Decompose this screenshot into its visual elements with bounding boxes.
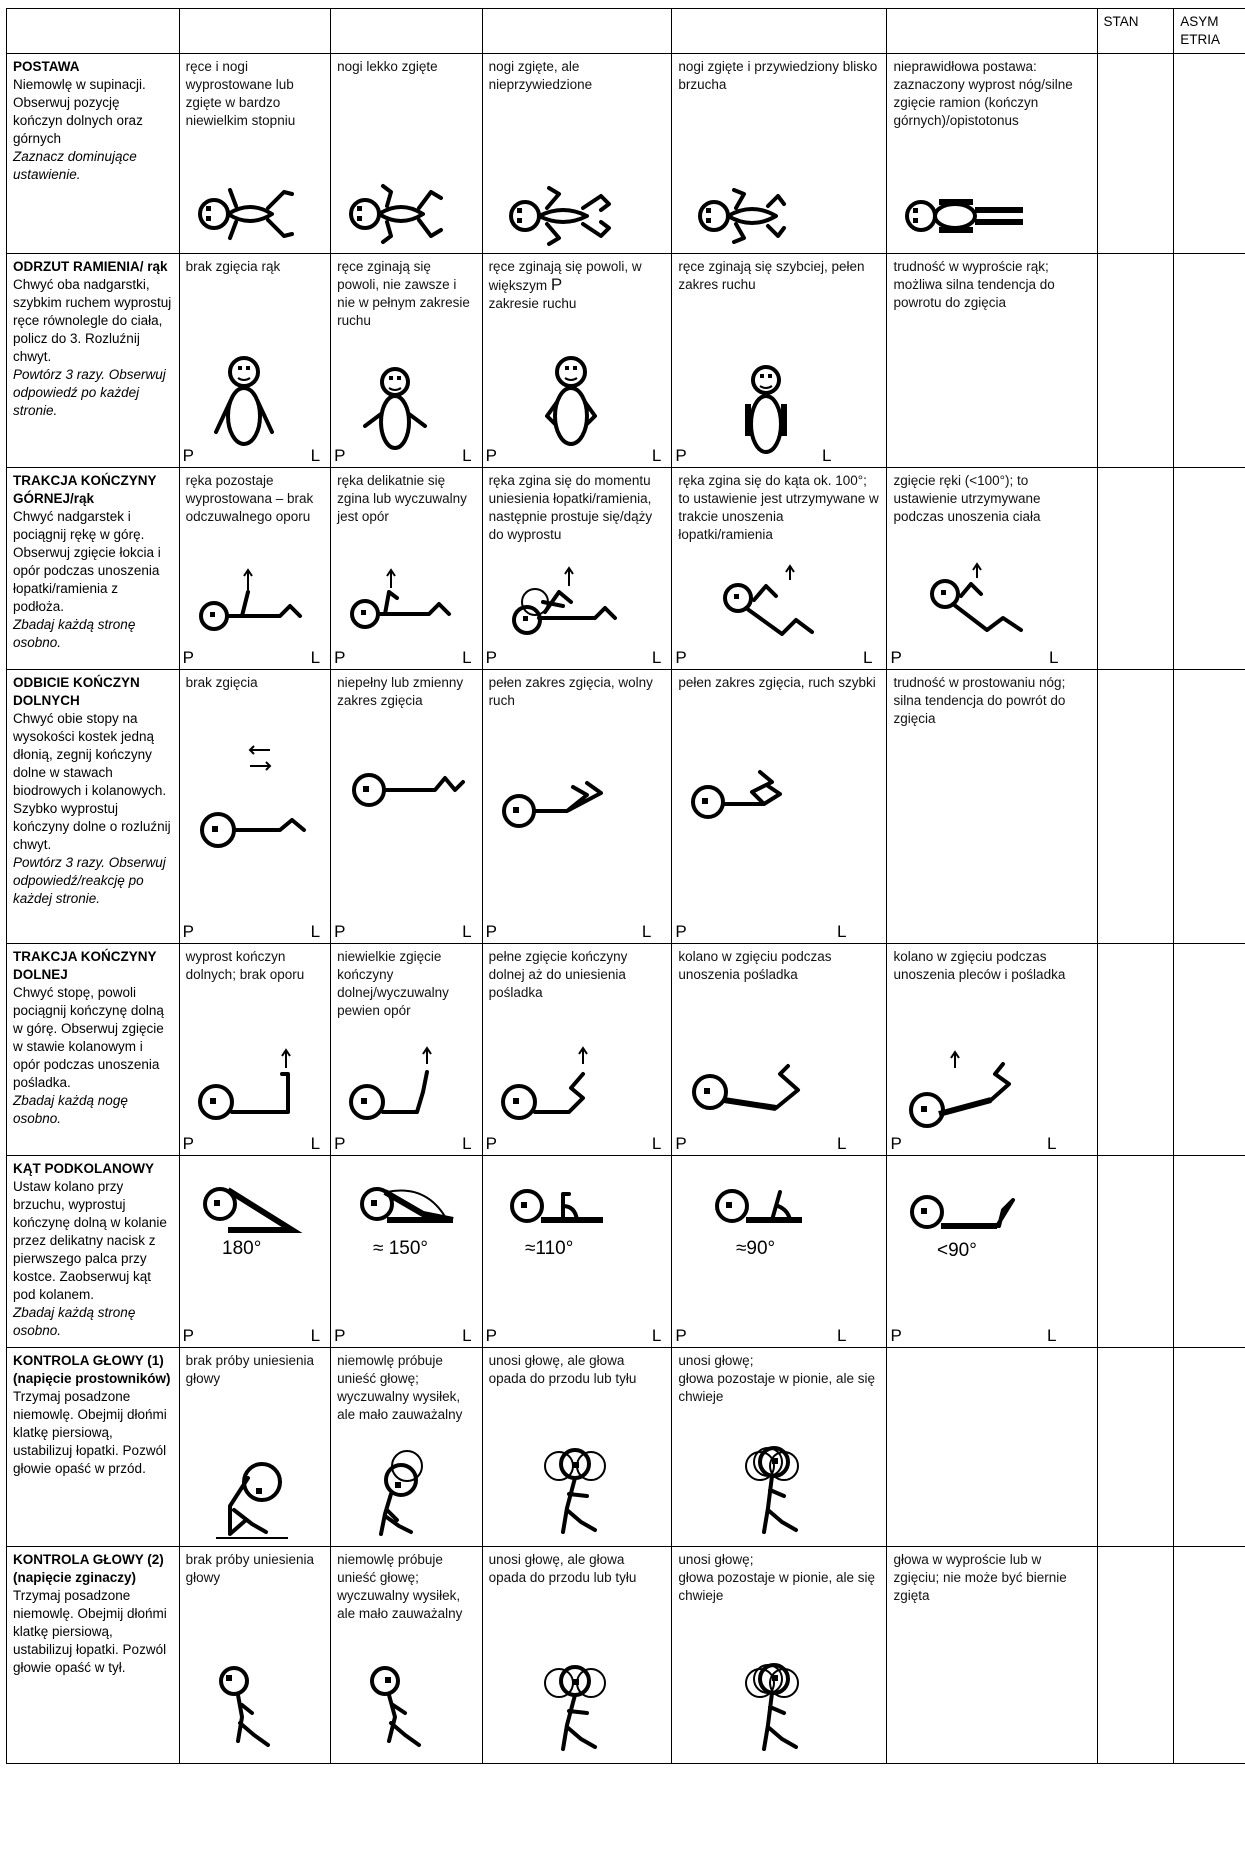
right-side-label: L bbox=[310, 1134, 321, 1153]
score-cell-4[interactable] bbox=[672, 944, 887, 1156]
arm-recoil-no-flexion-figure bbox=[180, 354, 330, 454]
score-cell-1[interactable] bbox=[179, 944, 330, 1156]
score-cell-2[interactable] bbox=[331, 1348, 482, 1547]
left-side-label: P bbox=[334, 648, 346, 667]
right-side-label: L bbox=[863, 648, 873, 667]
score-cell-2[interactable] bbox=[331, 254, 482, 468]
row-head-control-flexors bbox=[7, 1547, 1245, 1764]
header-blank-1 bbox=[179, 9, 330, 54]
left-side-label: P bbox=[890, 1134, 902, 1153]
leg-traction-knee-flexed-back-figure bbox=[887, 1044, 1095, 1134]
item-title: TRAKCJA KOŃCZYNY DOLNEJ bbox=[13, 949, 157, 982]
row-arm-traction bbox=[7, 468, 1245, 670]
item-title: KONTROLA GŁOWY (2) (napięcie zginaczy) bbox=[13, 1552, 164, 1585]
score-cell-4[interactable] bbox=[672, 254, 887, 468]
score-cell-4[interactable] bbox=[672, 468, 887, 670]
score-cell-5[interactable] bbox=[887, 254, 1097, 468]
score-cell-5[interactable] bbox=[887, 1156, 1097, 1348]
asymmetry-cell[interactable] bbox=[1174, 54, 1245, 254]
leg-recoil-partial-flexion-figure bbox=[331, 760, 481, 830]
state-cell[interactable] bbox=[1097, 468, 1174, 670]
posture-slight-flexion-figure bbox=[331, 184, 481, 244]
left-side-label: P bbox=[334, 1134, 346, 1153]
score-description: ręka zgina się do momentu uniesienia łopatki/ramienia, następnie prostuje się/dąży do wyprostu bbox=[488, 473, 653, 542]
row-leg-traction bbox=[7, 944, 1245, 1156]
arm-recoil-fast-full-figure bbox=[672, 364, 885, 459]
score-description: pełen zakres zgięcia, wolny ruch bbox=[488, 675, 653, 708]
score-cell-5[interactable] bbox=[887, 1547, 1097, 1764]
score-description: unosi głowę; głowa pozostaje w pionie, ale się chwieje bbox=[678, 1552, 876, 1603]
row-leg-recoil bbox=[7, 670, 1245, 944]
item-note: Zbadaj każdą nogę osobno. bbox=[13, 1093, 128, 1126]
score-description: nogi lekko zgięte bbox=[337, 59, 438, 74]
item-cell-leg-traction bbox=[7, 944, 180, 1156]
score-description: trudność w prostowaniu nóg; silna tendencja do powrót do zgięcia bbox=[893, 675, 1066, 726]
score-cell-1[interactable] bbox=[179, 1348, 330, 1547]
left-side-label: P bbox=[182, 446, 194, 465]
score-cell-3[interactable] bbox=[482, 468, 672, 670]
arm-traction-flexion-under-100-figure bbox=[887, 568, 1095, 643]
score-description: ręce zginają się powoli, w większym P zakresie ruchu bbox=[488, 259, 642, 311]
header-blank-0 bbox=[7, 9, 180, 54]
asymmetry-cell[interactable] bbox=[1174, 1156, 1245, 1348]
right-side-label: L bbox=[462, 648, 472, 667]
asymmetry-cell[interactable] bbox=[1174, 468, 1245, 670]
item-cell-head-control-2 bbox=[7, 1547, 180, 1764]
item-note: Zbadaj każdą stronę osobno. bbox=[13, 617, 136, 650]
score-description: nogi zgięte i przywiedziony blisko brzucha bbox=[678, 59, 878, 92]
score-description: kolano w zgięciu podczas unoszenia pleców i pośladka bbox=[893, 949, 1066, 982]
score-description: nieprawidłowa postawa: zaznaczony wyprost nóg/silne zgięcie ramion (kończyn górnych)/opistotonus bbox=[893, 59, 1073, 128]
right-side-label: L bbox=[837, 1134, 847, 1153]
score-description: ręce zginają się powoli, nie zawsze i nie w pełnym zakresie ruchu bbox=[337, 259, 470, 328]
arm-recoil-slow-partial-figure bbox=[331, 366, 481, 456]
right-side-label: L bbox=[1047, 1134, 1057, 1153]
left-side-label: P bbox=[485, 648, 497, 667]
right-side-label: L bbox=[837, 1326, 847, 1345]
hine-assessment-table bbox=[6, 8, 1245, 1764]
score-cell-3[interactable] bbox=[482, 1547, 672, 1764]
leg-traction-extension-figure bbox=[180, 1044, 330, 1129]
score-description: ręka zgina się do kąta ok. 100°; to ustawienie jest utrzymywane w trakcie unoszenia łopatki/ramienia bbox=[678, 473, 879, 542]
item-description: Chwyć stopę, powoli pociągnij kończynę dolną w górę. Obserwuj zgięcie w stawie kolanowym i opór podczas unoszenia pośladka. bbox=[13, 985, 164, 1090]
score-description: niewielkie zgięcie kończyny dolnej/wyczuwalny pewien opór bbox=[337, 949, 449, 1018]
score-description: unosi głowę, ale głowa opada do przodu lub tyłu bbox=[488, 1552, 637, 1585]
leg-recoil-full-slow-figure bbox=[483, 765, 671, 840]
item-cell-head-control-1 bbox=[7, 1348, 180, 1547]
state-cell[interactable] bbox=[1097, 1547, 1174, 1764]
item-title: ODRZUT RAMIENIA/ rąk bbox=[13, 259, 168, 274]
score-cell-2[interactable] bbox=[331, 944, 482, 1156]
item-title: KĄT PODKOLANOWY bbox=[13, 1161, 154, 1176]
angle-label: ≈90° bbox=[736, 1238, 776, 1259]
score-cell-5[interactable] bbox=[887, 944, 1097, 1156]
leg-recoil-full-fast-figure bbox=[672, 760, 885, 835]
left-side-label: P bbox=[890, 1326, 902, 1345]
right-side-label: L bbox=[837, 922, 847, 941]
state-cell[interactable] bbox=[1097, 944, 1174, 1156]
posture-opisthotonus-figure bbox=[887, 184, 1095, 244]
left-side-label: P bbox=[890, 648, 902, 667]
left-side-label: P bbox=[485, 446, 497, 465]
left-side-label: P bbox=[485, 922, 497, 941]
row-posture bbox=[7, 54, 1245, 254]
posture-extended-figure bbox=[180, 184, 330, 244]
item-note: Zbadaj każdą stronę osobno. bbox=[13, 1305, 136, 1338]
item-note: Zaznacz dominujące ustawienie. bbox=[13, 149, 137, 182]
head-control-2-no-attempt-figure bbox=[180, 1665, 330, 1755]
right-side-label: L bbox=[1049, 648, 1059, 667]
left-side-label: P bbox=[675, 922, 687, 941]
right-side-label: L bbox=[462, 446, 472, 465]
score-cell-2[interactable] bbox=[331, 1156, 482, 1348]
row-arm-recoil bbox=[7, 254, 1245, 468]
head-control-1-no-attempt-figure bbox=[180, 1448, 330, 1543]
asymmetry-cell[interactable] bbox=[1174, 1547, 1245, 1764]
left-side-label: P bbox=[182, 1134, 194, 1153]
head-control-1-falls-figure bbox=[483, 1448, 671, 1538]
popliteal-90-figure bbox=[672, 1170, 885, 1260]
score-cell-3[interactable] bbox=[482, 1348, 672, 1547]
score-description: ręka pozostaje wyprostowana – brak odczuwalnego oporu bbox=[185, 473, 314, 524]
asymmetry-cell[interactable] bbox=[1174, 944, 1245, 1156]
item-cell-posture bbox=[7, 54, 180, 254]
score-cell-4[interactable] bbox=[672, 1348, 887, 1547]
score-description: ręce zginają się szybciej, pełen zakres ruchu bbox=[678, 259, 865, 292]
head-control-1-attempt-figure bbox=[331, 1450, 481, 1540]
score-cell-5[interactable] bbox=[887, 670, 1097, 944]
item-description: Trzymaj posadzone niemowlę. Obejmij dłońmi klatkę piersiową, ustabilizuj łopatki. Pozwól głowie opaść w tył. bbox=[13, 1588, 167, 1675]
arm-traction-flexion-100-figure bbox=[672, 568, 885, 643]
arm-traction-flexion-then-extension-figure bbox=[483, 568, 671, 648]
score-cell-1[interactable] bbox=[179, 254, 330, 468]
state-cell[interactable] bbox=[1097, 254, 1174, 468]
arm-traction-slight-flexion-figure bbox=[331, 568, 481, 638]
left-side-label: P bbox=[675, 648, 687, 667]
leg-recoil-no-flexion-figure bbox=[180, 738, 330, 858]
state-cell[interactable] bbox=[1097, 1156, 1174, 1348]
row-head-control-extensors bbox=[7, 1348, 1245, 1547]
row-popliteal-angle bbox=[7, 1156, 1245, 1348]
score-cell-2[interactable] bbox=[331, 54, 482, 254]
item-note: Powtórz 3 razy. Obserwuj odpowiedź po każdej stronie. bbox=[13, 367, 166, 418]
header-row bbox=[7, 9, 1245, 54]
right-side-label: L bbox=[1047, 1326, 1057, 1345]
popliteal-under-90-figure bbox=[887, 1170, 1095, 1260]
item-description: Trzymaj posadzone niemowlę. Obejmij dłońmi klatkę piersiową, ustabilizuj łopatki. Pozwól głowie opaść w przód. bbox=[13, 1389, 167, 1476]
angle-label: ≈ 150° bbox=[373, 1238, 429, 1259]
head-control-1-wobbles-figure bbox=[672, 1448, 885, 1538]
left-side-label: P bbox=[182, 1326, 194, 1345]
score-cell-4[interactable] bbox=[672, 670, 887, 944]
state-cell[interactable] bbox=[1097, 54, 1174, 254]
score-cell-5[interactable] bbox=[887, 468, 1097, 670]
score-cell-2[interactable] bbox=[331, 468, 482, 670]
left-side-label: P bbox=[485, 1326, 497, 1345]
left-side-label: P bbox=[485, 1134, 497, 1153]
header-state: STAN bbox=[1097, 9, 1174, 54]
item-note: Powtórz 3 razy. Obserwuj odpowiedź/reakcję po każdej stronie. bbox=[13, 855, 166, 906]
score-cell-1[interactable] bbox=[179, 468, 330, 670]
right-side-label: L bbox=[462, 922, 472, 941]
score-description: niepełny lub zmienny zakres zgięcia bbox=[337, 675, 464, 708]
state-cell[interactable] bbox=[1097, 670, 1174, 944]
item-title: KONTROLA GŁOWY (1) (napięcie prostowników) bbox=[13, 1353, 171, 1386]
left-side-label: P bbox=[675, 1326, 687, 1345]
score-description: pełen zakres zgięcia, ruch szybki bbox=[678, 675, 876, 690]
score-cell-1[interactable] bbox=[179, 1156, 330, 1348]
score-description: unosi głowę, ale głowa opada do przodu lub tyłu bbox=[488, 1353, 637, 1386]
score-cell-1[interactable] bbox=[179, 670, 330, 944]
score-description: brak zgięcia bbox=[185, 675, 258, 690]
angle-label: <90° bbox=[937, 1240, 978, 1261]
right-side-label: L bbox=[310, 922, 321, 941]
header-blank-4 bbox=[672, 9, 887, 54]
left-side-label: P bbox=[675, 446, 687, 465]
left-side-label: P bbox=[675, 1134, 687, 1153]
right-side-label: L bbox=[651, 1326, 662, 1345]
head-control-2-attempt-figure bbox=[331, 1665, 481, 1755]
right-side-label: L bbox=[462, 1134, 472, 1153]
item-title: TRAKCJA KOŃCZYNY GÓRNEJ/rąk bbox=[13, 473, 157, 506]
score-description: zgięcie ręki (<100°); to ustawienie utrzymywane podczas unoszenia ciała bbox=[893, 473, 1041, 524]
item-description: Ustaw kolano przy brzuchu, wyprostuj kończynę dolną w kolanie przez delikatny nacisk z pierwszego palca przy kostce. Zaobserwuj kąt pod kolanem. bbox=[13, 1179, 167, 1302]
item-title: ODBICIE KOŃCZYN DOLNYCH bbox=[13, 675, 140, 708]
right-side-label: L bbox=[310, 648, 321, 667]
asymmetry-cell[interactable] bbox=[1174, 1348, 1245, 1547]
score-cell-2[interactable] bbox=[331, 670, 482, 944]
score-cell-3[interactable] bbox=[482, 670, 672, 944]
left-side-label: P bbox=[182, 648, 194, 667]
score-description: wyprost kończyn dolnych; brak oporu bbox=[185, 949, 305, 982]
header-blank-2 bbox=[331, 9, 482, 54]
item-cell-popliteal-angle bbox=[7, 1156, 180, 1348]
left-side-label: P bbox=[334, 446, 346, 465]
score-description: niemowlę próbuje unieść głowę; wyczuwalny wysiłek, ale mało zauważalny bbox=[337, 1353, 463, 1422]
score-cell-1[interactable] bbox=[179, 1547, 330, 1764]
score-description: niemowlę próbuje unieść głowę; wyczuwalny wysiłek, ale mało zauważalny bbox=[337, 1552, 463, 1621]
item-cell-arm-recoil bbox=[7, 254, 180, 468]
arm-traction-straight-figure bbox=[180, 568, 330, 638]
head-control-2-falls-figure bbox=[483, 1665, 671, 1755]
score-description: unosi głowę; głowa pozostaje w pionie, ale się chwieje bbox=[678, 1353, 876, 1404]
item-description: Niemowlę w supinacji. Obserwuj pozycję kończyn dolnych oraz górnych bbox=[13, 77, 146, 146]
item-description: Chwyć nadgarstek i pociągnij rękę w górę. Obserwuj zgięcie łokcia i opór podczas unoszenia łopatki/ramienia z podłoża. bbox=[13, 509, 161, 614]
posture-flexed-not-adducted-figure bbox=[483, 184, 671, 244]
right-side-label: L bbox=[651, 648, 662, 667]
left-side-label: P bbox=[334, 1326, 346, 1345]
header-blank-3 bbox=[482, 9, 672, 54]
leg-traction-slight-flexion-figure bbox=[331, 1044, 481, 1129]
right-side-label: L bbox=[651, 446, 662, 465]
score-description: trudność w wyproście rąk; możliwa silna tendencja do powrotu do zgięcia bbox=[893, 259, 1055, 310]
right-side-label: L bbox=[822, 446, 832, 465]
head-control-2-wobbles-figure bbox=[672, 1665, 885, 1755]
popliteal-110-figure bbox=[483, 1170, 671, 1260]
header-blank-5 bbox=[887, 9, 1097, 54]
score-description: głowa w wyproście lub w zgięciu; nie może być biernie zgięta bbox=[893, 1552, 1067, 1603]
score-cell-3[interactable] bbox=[482, 54, 672, 254]
item-cell-arm-traction bbox=[7, 468, 180, 670]
asymmetry-cell[interactable] bbox=[1174, 670, 1245, 944]
score-description: brak próby uniesienia głowy bbox=[185, 1353, 314, 1386]
score-description: ręka delikatnie się zgina lub wyczuwalny jest opór bbox=[337, 473, 467, 524]
right-side-label: L bbox=[310, 1326, 321, 1345]
arm-recoil-slow-greater-range-figure bbox=[483, 354, 671, 454]
right-side-label: L bbox=[310, 446, 321, 465]
score-cell-4[interactable] bbox=[672, 1547, 887, 1764]
item-description: Chwyć obie stopy na wysokości kostek jedną dłonią, zegnij kończyny dolne w stawach biodrowych i kolanowych. Szybko wyprostuj kończyny dolne o rozluźnij chwyt. bbox=[13, 711, 171, 852]
score-cell-3[interactable] bbox=[482, 944, 672, 1156]
right-side-label: L bbox=[651, 1134, 662, 1153]
popliteal-150-figure bbox=[331, 1170, 481, 1260]
header-asymmetry: ASYM ETRIA bbox=[1174, 9, 1245, 54]
score-cell-5[interactable] bbox=[887, 1348, 1097, 1547]
item-title: POSTAWA bbox=[13, 59, 80, 74]
item-cell-leg-recoil bbox=[7, 670, 180, 944]
leg-traction-knee-flexed-buttock-figure bbox=[672, 1044, 885, 1129]
score-description: pełne zgięcie kończyny dolnej aż do uniesienia pośladka bbox=[488, 949, 628, 1000]
score-cell-1[interactable] bbox=[179, 54, 330, 254]
right-side-label: L bbox=[462, 1326, 472, 1345]
right-side-label: L bbox=[641, 922, 652, 941]
state-cell[interactable] bbox=[1097, 1348, 1174, 1547]
score-cell-3[interactable] bbox=[482, 1156, 672, 1348]
left-side-label: P bbox=[182, 922, 194, 941]
score-description: brak próby uniesienia głowy bbox=[185, 1552, 314, 1585]
score-description: kolano w zgięciu podczas unoszenia pośladka bbox=[678, 949, 832, 982]
score-cell-5[interactable] bbox=[887, 54, 1097, 254]
score-cell-3[interactable] bbox=[482, 254, 672, 468]
angle-label: ≈110° bbox=[524, 1238, 573, 1259]
score-cell-4[interactable] bbox=[672, 54, 887, 254]
score-cell-2[interactable] bbox=[331, 1547, 482, 1764]
score-description: ręce i nogi wyprostowane lub zgięte w bardzo niewielkim stopniu bbox=[185, 59, 296, 128]
angle-label: 180° bbox=[221, 1238, 261, 1259]
posture-flexed-adducted-figure bbox=[672, 184, 885, 244]
score-description: brak zgięcia rąk bbox=[185, 259, 281, 274]
popliteal-180-figure bbox=[180, 1170, 330, 1260]
leg-traction-full-flexion-figure bbox=[483, 1044, 671, 1129]
score-cell-4[interactable] bbox=[672, 1156, 887, 1348]
score-description: nogi zgięte, ale nieprzywiedzione bbox=[488, 59, 593, 92]
left-side-label: P bbox=[334, 922, 346, 941]
item-description: Chwyć oba nadgarstki, szybkim ruchem wyprostuj ręce równolegle do ciała, policz do 3. Rozluźnij chwyt. bbox=[13, 277, 172, 364]
asymmetry-cell[interactable] bbox=[1174, 254, 1245, 468]
